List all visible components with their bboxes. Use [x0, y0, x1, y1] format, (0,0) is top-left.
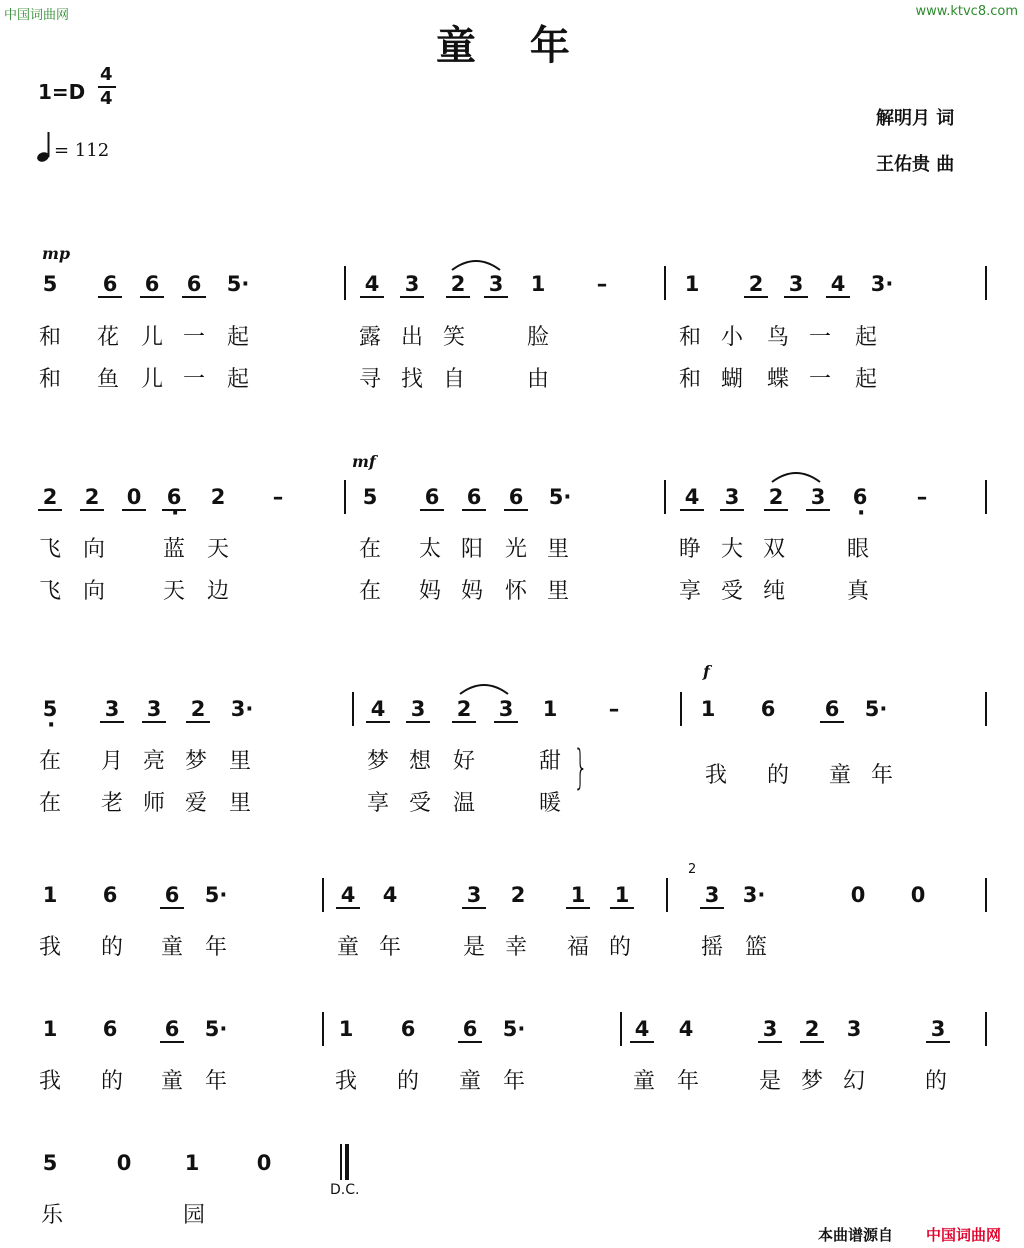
lyric-verse2: 鱼	[96, 367, 119, 392]
lyric-verse2: 天	[162, 579, 185, 604]
song-title: 童 年	[436, 23, 572, 69]
note: 3·	[870, 272, 894, 296]
lyric-verse1: 花	[96, 325, 119, 350]
note: 3	[926, 1017, 950, 1043]
barline	[344, 266, 346, 300]
lyric-verse1: 年	[502, 1069, 525, 1094]
lyric-verse2: 飞	[38, 579, 61, 604]
note: 1	[42, 883, 58, 907]
lyric-verse1: 的	[924, 1069, 947, 1094]
lyric-merged: 童	[828, 763, 851, 788]
note: 5 ·	[38, 697, 62, 721]
lyric-verse1: 儿	[140, 325, 163, 350]
note: 3	[784, 272, 808, 298]
dynamic-f: f	[703, 662, 710, 681]
barline	[666, 878, 668, 912]
lyric-verse2: 享	[366, 791, 389, 816]
lyric-verse1: 福	[566, 935, 589, 960]
lyric-verse2: 寻	[358, 367, 381, 392]
note: 0	[850, 883, 866, 907]
note: 5	[42, 1151, 58, 1175]
barline	[680, 692, 682, 726]
lyric-verse2: 里	[228, 791, 251, 816]
final-barline-thick	[345, 1144, 349, 1180]
barline	[985, 692, 987, 726]
lyric-verse1: 和	[678, 325, 701, 350]
note: 6 ·	[162, 485, 186, 511]
lyric-verse2: 老	[100, 791, 123, 816]
lyric-verse2: 怀	[504, 579, 527, 604]
note: 1	[184, 1151, 200, 1175]
time-signature-top: 4	[100, 64, 113, 85]
note: 1	[542, 697, 558, 721]
note: 4	[336, 883, 360, 909]
barline	[620, 1012, 622, 1046]
lyric-verse1: 的	[100, 1069, 123, 1094]
lyric-verse1: 在	[38, 749, 61, 774]
note: 6	[760, 697, 776, 721]
lyric-verse2: 和	[678, 367, 701, 392]
lyric-verse1: 亮	[142, 749, 165, 774]
lyric-verse1: 和	[38, 325, 61, 350]
barline	[664, 266, 666, 300]
note: 4	[382, 883, 398, 907]
lyric-verse1: 的	[100, 935, 123, 960]
note: 1	[530, 272, 546, 296]
note: 3	[846, 1017, 862, 1041]
lyric-verse2: 自	[442, 367, 465, 392]
barline	[985, 480, 987, 514]
lyric-verse1: 鸟	[766, 325, 789, 350]
lyric-verse1: 好	[452, 749, 475, 774]
note: 2	[210, 485, 226, 509]
barline	[985, 878, 987, 912]
site-url-right[interactable]: www.ktvc8.com	[915, 4, 1018, 19]
lyric-verse1: 飞	[38, 537, 61, 562]
lyric-verse1: 梦	[184, 749, 207, 774]
note: 3	[758, 1017, 782, 1043]
lyric-verse2: 在	[38, 791, 61, 816]
barline	[344, 480, 346, 514]
lyric-verse1: 是	[758, 1069, 781, 1094]
lyric-verse1: 童	[160, 1069, 183, 1094]
composer-credit: 王佑贵 曲	[876, 154, 955, 175]
lyric-verse1: 起	[226, 325, 249, 350]
barline	[322, 1012, 324, 1046]
lyric-verse1: 一	[182, 325, 205, 350]
lyric-verse1: 眼	[846, 537, 869, 562]
lyric-merged: 的	[766, 763, 789, 788]
lyric-verse1: 童	[458, 1069, 481, 1094]
lyric-verse1: 童	[160, 935, 183, 960]
lyric-verse2: 在	[358, 579, 381, 604]
lyric-verse1: 年	[378, 935, 401, 960]
lyric-verse1: 光	[504, 537, 527, 562]
lyric-verse1: 向	[82, 537, 105, 562]
note: 1	[610, 883, 634, 909]
lyric-verse1: 年	[204, 935, 227, 960]
quarter-note-icon	[36, 130, 54, 164]
note: 2	[38, 485, 62, 511]
note: 6	[400, 1017, 416, 1041]
note: 2	[446, 272, 470, 298]
lyric-verse1: 在	[358, 537, 381, 562]
lyric-verse1: 我	[334, 1069, 357, 1094]
note: 3	[494, 697, 518, 723]
note: 0	[256, 1151, 272, 1175]
lyric-verse1: 年	[676, 1069, 699, 1094]
lyric-verse2: 由	[526, 367, 549, 392]
note: 4	[360, 272, 384, 298]
lyric-verse1: 童	[632, 1069, 655, 1094]
grace-note: 2	[688, 862, 697, 877]
dynamic-mf: mf	[352, 452, 376, 471]
dynamic-mp: mp	[42, 244, 71, 263]
lyric-verse1: 甜	[538, 749, 561, 774]
lyric-merged: 年	[870, 763, 893, 788]
lyricist-credit: 解明月 词	[876, 108, 955, 129]
note: 1	[338, 1017, 354, 1041]
lyric-verse1: 摇	[700, 935, 723, 960]
lyric-verse2: 温	[452, 791, 475, 816]
lyric-verse1: 阳	[460, 537, 483, 562]
lyric-verse2: 向	[82, 579, 105, 604]
lyric-verse2: 边	[206, 579, 229, 604]
lyric-verse1: 天	[206, 537, 229, 562]
lyric-verse1: 年	[204, 1069, 227, 1094]
note: 6	[820, 697, 844, 723]
note: 6	[140, 272, 164, 298]
note: 6 ·	[848, 485, 872, 509]
note: 5·	[502, 1017, 526, 1041]
footer-source-label: 本曲谱源自	[818, 1226, 894, 1244]
lyric-verse2: 儿	[140, 367, 163, 392]
lyric-verse1: 睁	[678, 537, 701, 562]
note: 6	[160, 1017, 184, 1043]
lyric-verse1: 蓝	[162, 537, 185, 562]
lyric-verse2: 受	[408, 791, 431, 816]
lyric-verse1: 我	[38, 935, 61, 960]
lyric-verse1: 童	[336, 935, 359, 960]
note: 0	[910, 883, 926, 907]
note: 0	[122, 485, 146, 511]
note: 4	[826, 272, 850, 298]
note: 5·	[204, 1017, 228, 1041]
note: –	[608, 697, 620, 721]
lyric-verse2: 找	[400, 367, 423, 392]
note: 2	[800, 1017, 824, 1043]
lyric-verse1: 是	[462, 935, 485, 960]
lyric-verse1: 里	[546, 537, 569, 562]
note: 5·	[226, 272, 250, 296]
note: 6	[458, 1017, 482, 1043]
key-signature: 1=D	[38, 80, 86, 104]
lyric-verse2: 和	[38, 367, 61, 392]
lyric-verse1: 双	[762, 537, 785, 562]
lyric-verse1: 月	[100, 749, 123, 774]
note: 6	[462, 485, 486, 511]
note: –	[272, 485, 284, 509]
barline	[322, 878, 324, 912]
tempo-marking: = 112	[54, 140, 110, 161]
da-capo: D.C.	[330, 1182, 360, 1198]
note: 5	[362, 485, 378, 509]
slur-arc	[450, 256, 502, 272]
lyric-verse1: 露	[358, 325, 381, 350]
barline	[352, 692, 354, 726]
lyric-verse2: 暖	[538, 791, 561, 816]
note: 3	[484, 272, 508, 298]
lyric-verse1: 小	[720, 325, 743, 350]
lyric-verse2: 纯	[762, 579, 785, 604]
lyric-verse2: 爱	[184, 791, 207, 816]
note: 5·	[204, 883, 228, 907]
lyric-verse1: 乐	[40, 1203, 63, 1228]
note: 5	[42, 272, 58, 296]
lyric-verse1: 幸	[504, 935, 527, 960]
lyric-verse2: 蝶	[766, 367, 789, 392]
note: 3	[462, 883, 486, 909]
note: 2	[764, 485, 788, 511]
lyric-verse2: 受	[720, 579, 743, 604]
note: 1	[700, 697, 716, 721]
lyric-verse1: 我	[38, 1069, 61, 1094]
lyric-verse2: 妈	[460, 579, 483, 604]
note: 3·	[742, 883, 766, 907]
lyric-verse1: 梦	[366, 749, 389, 774]
lyric-verse1: 园	[182, 1203, 205, 1228]
note: 6	[160, 883, 184, 909]
site-name-left: 中国词曲网	[4, 8, 70, 23]
note: 3	[406, 697, 430, 723]
note: 3·	[230, 697, 254, 721]
note: 4	[366, 697, 390, 723]
note: 3	[806, 485, 830, 511]
note: 3	[400, 272, 424, 298]
lyric-verse1: 里	[228, 749, 251, 774]
lyric-brace: }	[573, 740, 588, 794]
note: 2	[452, 697, 476, 723]
note: 3	[720, 485, 744, 511]
note: 6	[182, 272, 206, 298]
note: 1	[42, 1017, 58, 1041]
lyric-merged: 我	[704, 763, 727, 788]
lyric-verse1: 篮	[744, 935, 767, 960]
note: 0	[116, 1151, 132, 1175]
slur-arc	[458, 680, 510, 696]
note: 6	[504, 485, 528, 511]
lyric-verse1: 太	[418, 537, 441, 562]
lyric-verse2: 享	[678, 579, 701, 604]
lyric-verse2: 妈	[418, 579, 441, 604]
lyric-verse1: 脸	[526, 325, 549, 350]
lyric-verse1: 大	[720, 537, 743, 562]
note: –	[916, 485, 928, 509]
lyric-verse1: 幻	[842, 1069, 865, 1094]
note: 2	[186, 697, 210, 723]
note: 3	[142, 697, 166, 723]
note: 4	[678, 1017, 694, 1041]
lyric-verse2: 里	[546, 579, 569, 604]
note: 1	[566, 883, 590, 909]
lyric-verse2: 一	[182, 367, 205, 392]
time-signature-bottom: 4	[100, 88, 113, 109]
note: 5·	[548, 485, 572, 509]
note: 6	[420, 485, 444, 511]
lyric-verse2: 蝴	[720, 367, 743, 392]
lyric-verse1: 想	[408, 749, 431, 774]
lyric-verse1: 起	[854, 325, 877, 350]
note: 4	[680, 485, 704, 511]
lyric-verse2: 师	[142, 791, 165, 816]
lyric-verse1: 梦	[800, 1069, 823, 1094]
lyric-verse1: 一	[808, 325, 831, 350]
note: 4	[630, 1017, 654, 1043]
lyric-verse1: 的	[608, 935, 631, 960]
lyric-verse2: 起	[854, 367, 877, 392]
note: 2	[510, 883, 526, 907]
note: 2	[80, 485, 104, 511]
note: 3	[700, 883, 724, 909]
note: 2	[744, 272, 768, 298]
final-barline-thin	[340, 1144, 342, 1180]
lyric-verse1: 笑	[442, 325, 465, 350]
note: 3	[100, 697, 124, 723]
note: 6	[102, 883, 118, 907]
barline	[985, 1012, 987, 1046]
footer-source-site[interactable]: 中国词曲网	[926, 1226, 1002, 1244]
note: 6	[102, 1017, 118, 1041]
note: 5·	[864, 697, 888, 721]
lyric-verse1: 的	[396, 1069, 419, 1094]
slur-arc	[770, 468, 822, 484]
lyric-verse2: 一	[808, 367, 831, 392]
note: 1	[684, 272, 700, 296]
barline	[664, 480, 666, 514]
note: –	[596, 272, 608, 296]
note: 6	[98, 272, 122, 298]
lyric-verse2: 起	[226, 367, 249, 392]
barline	[985, 266, 987, 300]
lyric-verse2: 真	[846, 579, 869, 604]
lyric-verse1: 出	[400, 325, 423, 350]
